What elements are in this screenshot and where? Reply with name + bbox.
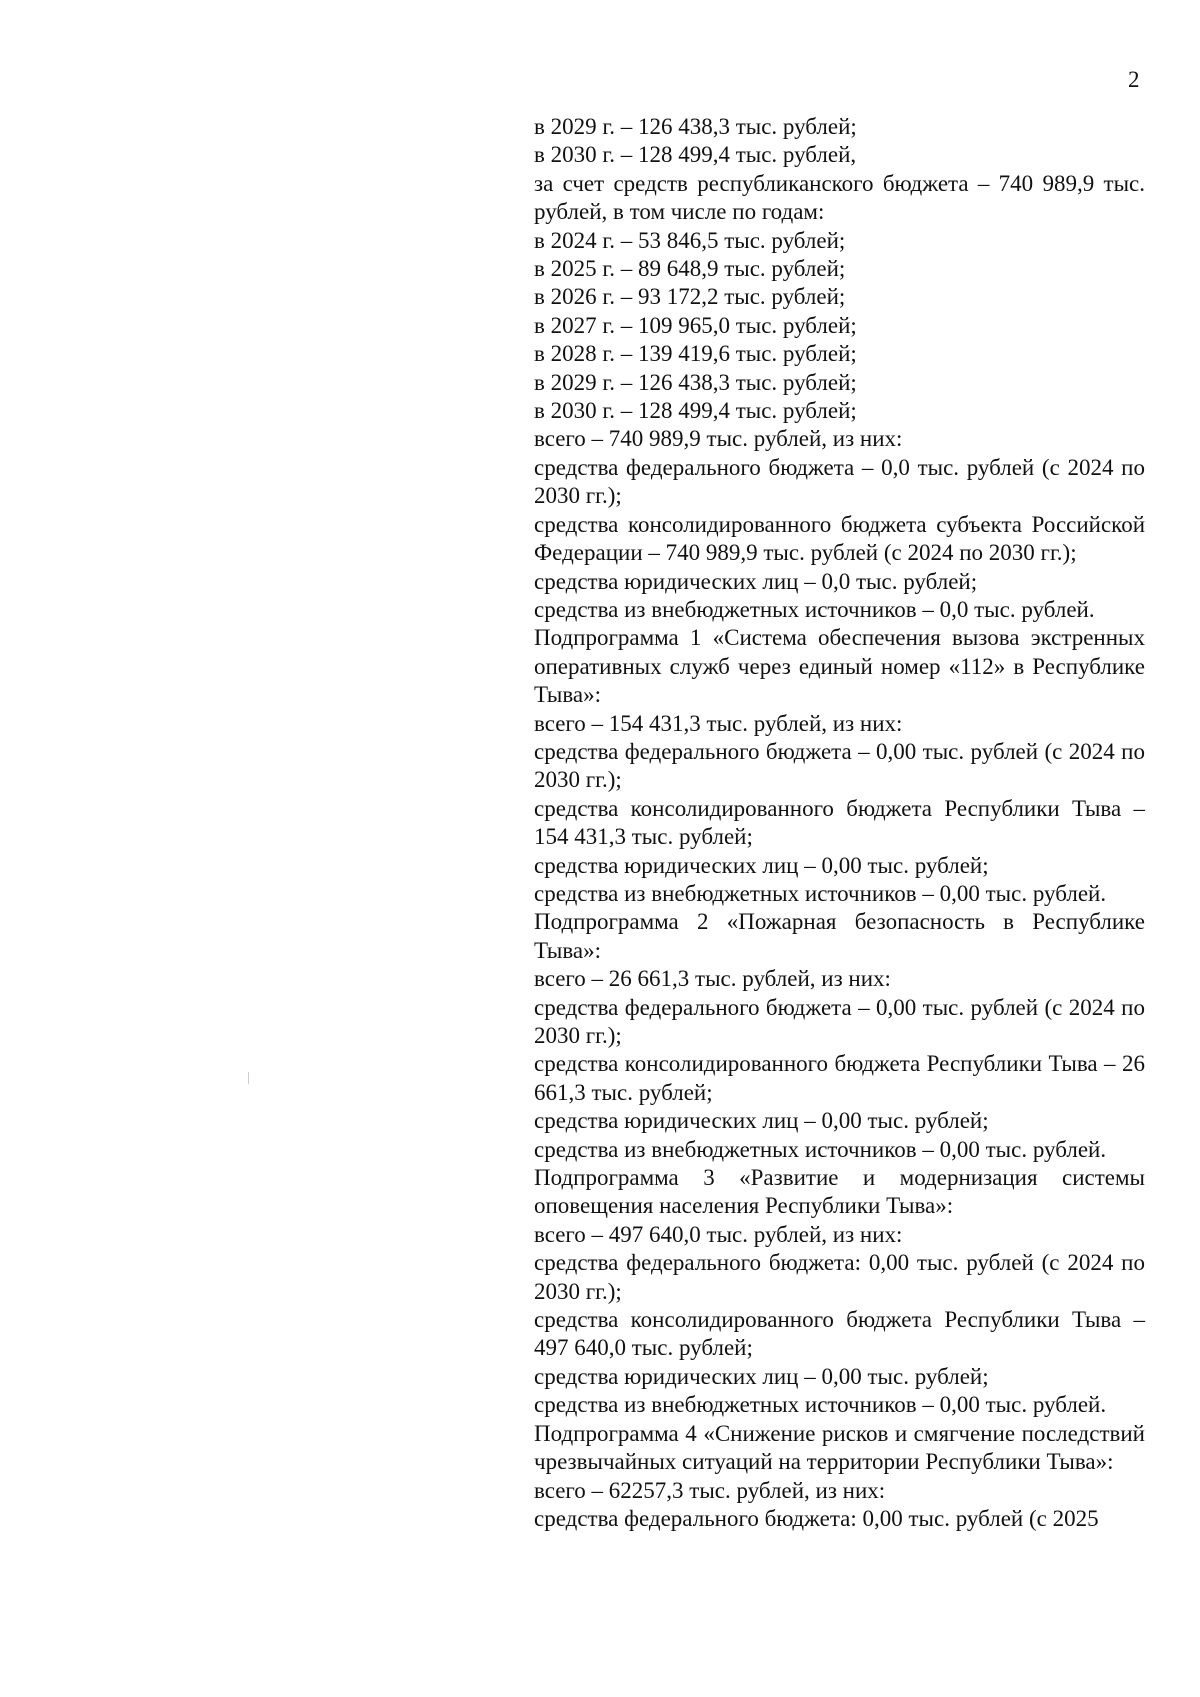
paragraph: в 2024 г. – 53 846,5 тыс. рублей; [534, 227, 846, 253]
paragraph: средства консолидированного бюджета Республики Тыва – 154 431,3 тыс. рублей; [534, 795, 1145, 850]
scan-mark [248, 1072, 249, 1084]
document-body [534, 113, 1145, 1533]
paragraph: средства федерального бюджета: 0,00 тыс. рублей (с 2025 [534, 1505, 1099, 1531]
paragraph: средства из внебюджетных источников – 0,00 тыс. рублей. [534, 1392, 1107, 1418]
paragraph: в 2029 г. – 126 438,3 тыс. рублей; [534, 114, 857, 139]
paragraph: в 2028 г. – 139 419,6 тыс. рублей; [534, 341, 857, 367]
paragraph: Подпрограмма 2 «Пожарная безопасность в Республике Тыва»: [534, 909, 1145, 963]
paragraph: Подпрограмма 1 «Система обеспечения вызова экстренных оперативных служб через единый номер «112» в Республике Тыва»: [534, 625, 1145, 708]
paragraph: средства консолидированного бюджета субъекта Российской Федерации – 740 989,9 тыс. рублей (с 2024 по 2030 гг.); [534, 511, 1145, 566]
paragraph: всего – 26 661,3 тыс. рублей, из них: [534, 966, 891, 992]
paragraph: Подпрограмма 4 «Снижение рисков и смягчение последствий чрезвычайных ситуаций на территории Республики Тыва»: [534, 1420, 1145, 1475]
paragraph: средства консолидированного бюджета Республики Тыва – 497 640,0 тыс. рублей; [534, 1307, 1145, 1361]
paragraph: всего – 497 640,0 тыс. рублей, из них: [534, 1221, 903, 1247]
paragraph: средства юридических лиц – 0,00 тыс. рублей; [534, 1363, 989, 1389]
paragraph: всего – 740 989,9 тыс. рублей, из них: [534, 426, 903, 452]
paragraph: средства из внебюджетных источников – 0,00 тыс. рублей. [534, 880, 1107, 906]
paragraph: всего – 154 431,3 тыс. рублей, из них: [534, 710, 903, 736]
paragraph: средства федерального бюджета – 0,0 тыс. рублей (с 2024 по 2030 гг.); [534, 454, 1145, 509]
paragraph: в 2027 г. – 109 965,0 тыс. рублей; [534, 312, 857, 338]
paragraph: за счет средств республиканского бюджета – 740 989,9 тыс. рублей, в том числе по годам: [534, 170, 1145, 225]
paragraph: средства федерального бюджета – 0,00 тыс. рублей (с 2024 по 2030 гг.); [534, 738, 1145, 793]
paragraph: средства федерального бюджета: 0,00 тыс. рублей (с 2024 по 2030 гг.); [534, 1250, 1145, 1304]
paragraph: средства федерального бюджета – 0,00 тыс. рублей (с 2024 по 2030 гг.); [534, 994, 1145, 1048]
paragraph: в 2030 г. – 128 499,4 тыс. рублей, [534, 142, 857, 168]
paragraph: Подпрограмма 3 «Развитие и модернизация системы оповещения населения Республики Тыва»: [534, 1165, 1145, 1219]
page-number: 2 [1128, 67, 1140, 92]
paragraph: средства из внебюджетных источников – 0,0 тыс. рублей. [534, 596, 1095, 622]
paragraph: всего – 62257,3 тыс. рублей, из них: [534, 1477, 886, 1503]
paragraph: средства юридических лиц – 0,00 тыс. рублей; [534, 1108, 989, 1134]
paragraph: средства из внебюджетных источников – 0,00 тыс. рублей. [534, 1136, 1107, 1162]
paragraph: в 2026 г. – 93 172,2 тыс. рублей; [534, 284, 846, 310]
paragraph: в 2030 г. – 128 499,4 тыс. рублей; [534, 398, 857, 424]
paragraph: средства юридических лиц – 0,0 тыс. рублей; [534, 568, 978, 594]
paragraph: в 2025 г. – 89 648,9 тыс. рублей; [534, 256, 846, 282]
paragraph: средства юридических лиц – 0,00 тыс. рублей; [534, 852, 989, 878]
paragraph: средства консолидированного бюджета Республики Тыва – 26 661,3 тыс. рублей; [534, 1051, 1145, 1105]
paragraph: в 2029 г. – 126 438,3 тыс. рублей; [534, 369, 857, 395]
